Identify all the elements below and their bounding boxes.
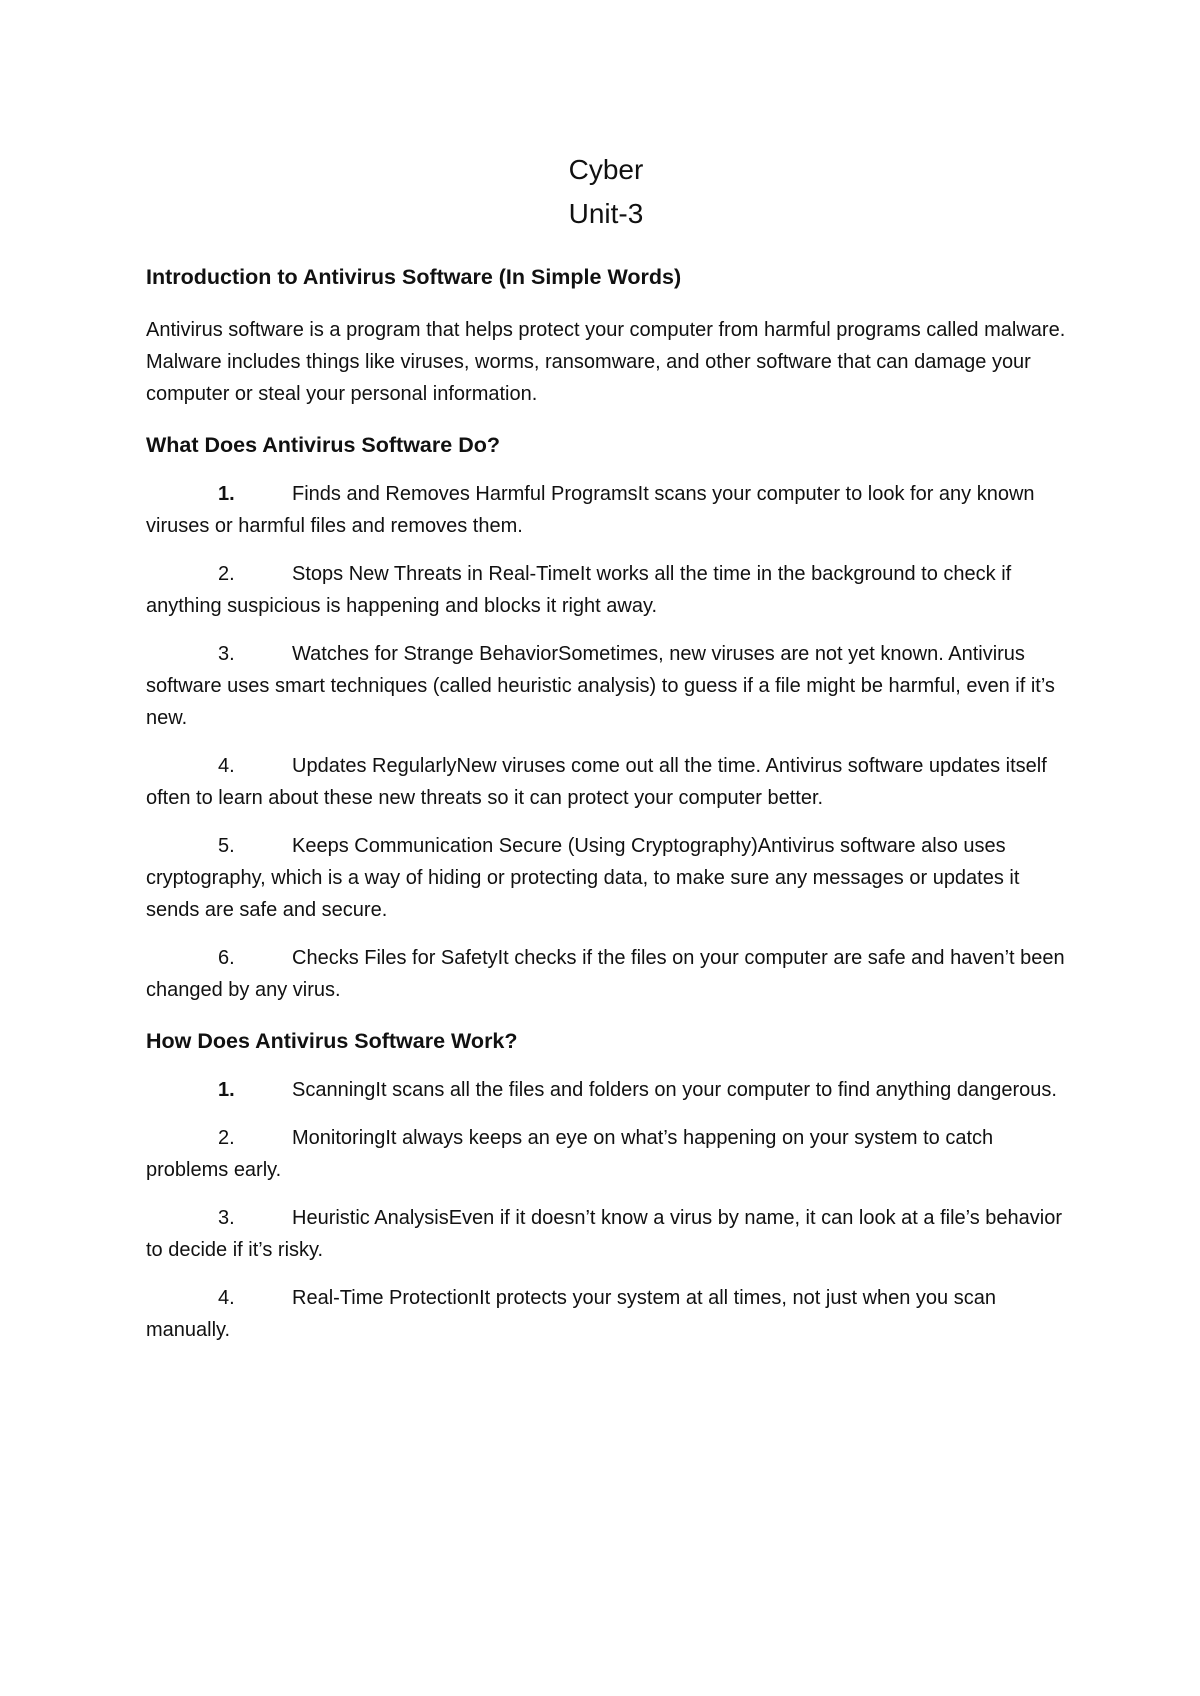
what-heading: What Does Antivirus Software Do? bbox=[146, 433, 500, 457]
document-title-unit: Unit-3 bbox=[568, 198, 644, 229]
what-list bbox=[146, 478, 1066, 1006]
list-item bbox=[146, 478, 1066, 542]
list-item-text: Real-Time ProtectionIt protects your system at all times, not just when you scan manually. bbox=[146, 1287, 996, 1341]
document-content bbox=[146, 148, 1066, 1346]
list-number: 2. bbox=[218, 563, 235, 585]
list-item-text: Finds and Removes Harmful ProgramsIt scans your computer to look for any known viruses or harmful files and removes them. bbox=[146, 483, 1035, 537]
list-number: 4. bbox=[218, 755, 235, 777]
list-item bbox=[146, 1202, 1066, 1266]
list-number: 4. bbox=[218, 1287, 235, 1309]
list-item-text: MonitoringIt always keeps an eye on what’s happening on your system to catch problems early. bbox=[146, 1127, 994, 1181]
list-item-text: Updates RegularlyNew viruses come out all the time. Antivirus software updates itself often to learn about these new threats so it can protect your computer better. bbox=[146, 755, 1047, 809]
list-item-text: Checks Files for SafetyIt checks if the files on your computer are safe and haven’t been changed by any virus. bbox=[146, 947, 1065, 1001]
intro-paragraph: Antivirus software is a program that helps protect your computer from harmful programs called malware. Malware includes things like viruses, worms, ransomware, and other software that can damage your computer or steal your personal information. bbox=[146, 319, 1066, 405]
document-title-cyber: Cyber bbox=[568, 154, 644, 185]
list-number: 6. bbox=[218, 947, 235, 969]
how-list bbox=[146, 1074, 1066, 1346]
list-number: 1. bbox=[218, 1079, 235, 1101]
list-item bbox=[146, 1122, 1066, 1186]
list-item-text: Heuristic AnalysisEven if it doesn’t know a virus by name, it can look at a file’s behavior to decide if it’s risky. bbox=[146, 1207, 1062, 1261]
list-item bbox=[146, 558, 1066, 622]
list-item bbox=[146, 1282, 1066, 1346]
list-item-text: Keeps Communication Secure (Using Cryptography)Antivirus software also uses cryptography, which is a way of hiding or protecting data, to make sure any messages or updates it sends are safe and secure. bbox=[146, 835, 1020, 921]
list-number: 2. bbox=[218, 1127, 235, 1149]
list-number: 5. bbox=[218, 835, 235, 857]
list-item bbox=[146, 942, 1066, 1006]
how-heading: How Does Antivirus Software Work? bbox=[146, 1029, 518, 1053]
list-item bbox=[146, 1074, 1066, 1106]
list-item bbox=[146, 750, 1066, 814]
list-number: 3. bbox=[218, 1207, 235, 1229]
list-item-text: ScanningIt scans all the files and folders on your computer to find anything dangerous. bbox=[292, 1079, 1057, 1101]
list-item-text: Watches for Strange BehaviorSometimes, new viruses are not yet known. Antivirus software uses smart techniques (called heuristic analysis) to guess if a file might be harmful, even if it’s new. bbox=[146, 643, 1055, 729]
list-item bbox=[146, 638, 1066, 734]
intro-heading: Introduction to Antivirus Software (In Simple Words) bbox=[146, 265, 682, 289]
list-number: 3. bbox=[218, 643, 235, 665]
list-item-text: Stops New Threats in Real-TimeIt works all the time in the background to check if anything suspicious is happening and blocks it right away. bbox=[146, 563, 1012, 617]
list-number: 1. bbox=[218, 483, 235, 505]
list-item bbox=[146, 830, 1066, 926]
